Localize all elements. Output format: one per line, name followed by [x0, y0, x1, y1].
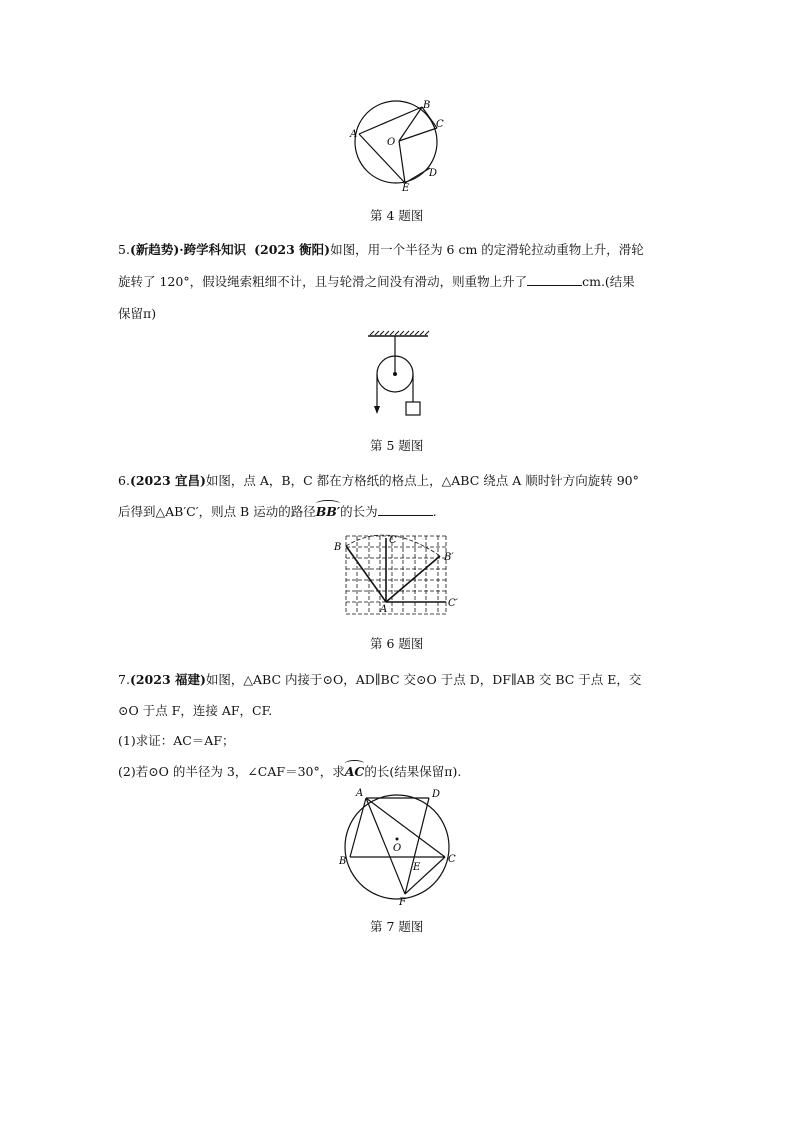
question-5-line-3: [118, 304, 156, 322]
label-B: B: [423, 100, 431, 111]
question-6-line-1: [118, 471, 639, 489]
label-C: C: [436, 119, 444, 130]
label-E: E: [413, 862, 421, 873]
figure-5-caption: 第 5 题图: [370, 438, 424, 453]
question-5-line-2: [118, 272, 635, 290]
question-5-source: (2023 衡阳): [254, 242, 331, 257]
label-B: B: [334, 542, 342, 553]
label-C: C: [389, 535, 397, 546]
label-O: O: [387, 137, 396, 148]
question-6-source: (2023 宜昌): [129, 473, 206, 488]
question-6-text-1: 如图，点 A，B，C 都在方格纸的格点上，△ABC 绕点 A 顺时针方向旋转 90°: [205, 473, 639, 488]
question-5-number: 5.: [118, 242, 130, 257]
figure-4-caption: 第 4 题图: [370, 208, 424, 223]
question-5-line-1: [118, 240, 644, 258]
question-5-text-3: 保留π): [118, 306, 157, 321]
label-B-prime: B′: [444, 552, 454, 563]
label-C: C: [448, 854, 456, 865]
label-F: F: [399, 897, 406, 908]
answer-blank: [527, 273, 582, 286]
figure-6-caption: 第 6 题图: [370, 636, 424, 651]
figure-5: [360, 330, 435, 422]
question-7-part-2: [118, 762, 461, 780]
question-7-text-2: ⊙O 于点 F，连接 AF，CF.: [118, 703, 273, 718]
answer-blank: [378, 503, 433, 516]
label-B: B: [339, 856, 347, 867]
label-A: A: [356, 788, 364, 799]
question-7-line-2: [118, 701, 272, 719]
question-7-text-1: 如图，△ABC 内接于⊙O，AD∥BC 交⊙O 于点 D，DF∥AB 交 BC 于点 E，交: [205, 672, 642, 687]
question-7-line-1: [118, 670, 641, 688]
question-5-text-2b: cm.(结果: [582, 274, 635, 289]
question-6-text-2a: 后得到△AB′C′，则点 B 运动的路径: [118, 504, 316, 519]
question-6-number: 6.: [118, 473, 130, 488]
question-7-part-1: [118, 731, 235, 749]
label-D: D: [429, 168, 438, 179]
question-7-number: 7.: [118, 672, 130, 687]
question-6-line-2: [118, 502, 437, 520]
question-6-text-2b: 的长为: [340, 504, 378, 519]
question-7-part-1-text: (1)求证：AC＝AF；: [118, 733, 235, 748]
label-E: E: [402, 183, 410, 194]
arc-BB-prime: BB′: [315, 504, 341, 519]
figure-6: [328, 528, 466, 620]
question-7-source: (2023 福建): [129, 672, 206, 687]
label-C-prime: C′: [448, 598, 458, 609]
figure-7-caption: 第 7 题图: [370, 919, 424, 934]
label-A: A: [350, 129, 358, 140]
question-5-tag: (新趋势)·跨学科知识: [129, 242, 247, 257]
label-D: D: [432, 789, 441, 800]
figure-7: [333, 784, 463, 909]
question-5-text-1: 如图，用一个半径为 6 cm 的定滑轮拉动重物上升，滑轮: [330, 242, 644, 257]
arc-AC: AC: [344, 764, 365, 779]
question-5-text-2a: 旋转了 120°，假设绳索粗细不计，且与轮滑之间没有滑动，则重物上升了: [118, 274, 528, 289]
question-7-part-2b: 的长(结果保留π).: [364, 764, 462, 779]
label-A: A: [380, 604, 388, 615]
figure-4: [345, 98, 445, 194]
question-6-text-2c: .: [432, 504, 437, 519]
question-7-part-2a: (2)若⊙O 的半径为 3，∠CAF＝30°，求: [118, 764, 345, 779]
label-O: O: [393, 843, 402, 854]
